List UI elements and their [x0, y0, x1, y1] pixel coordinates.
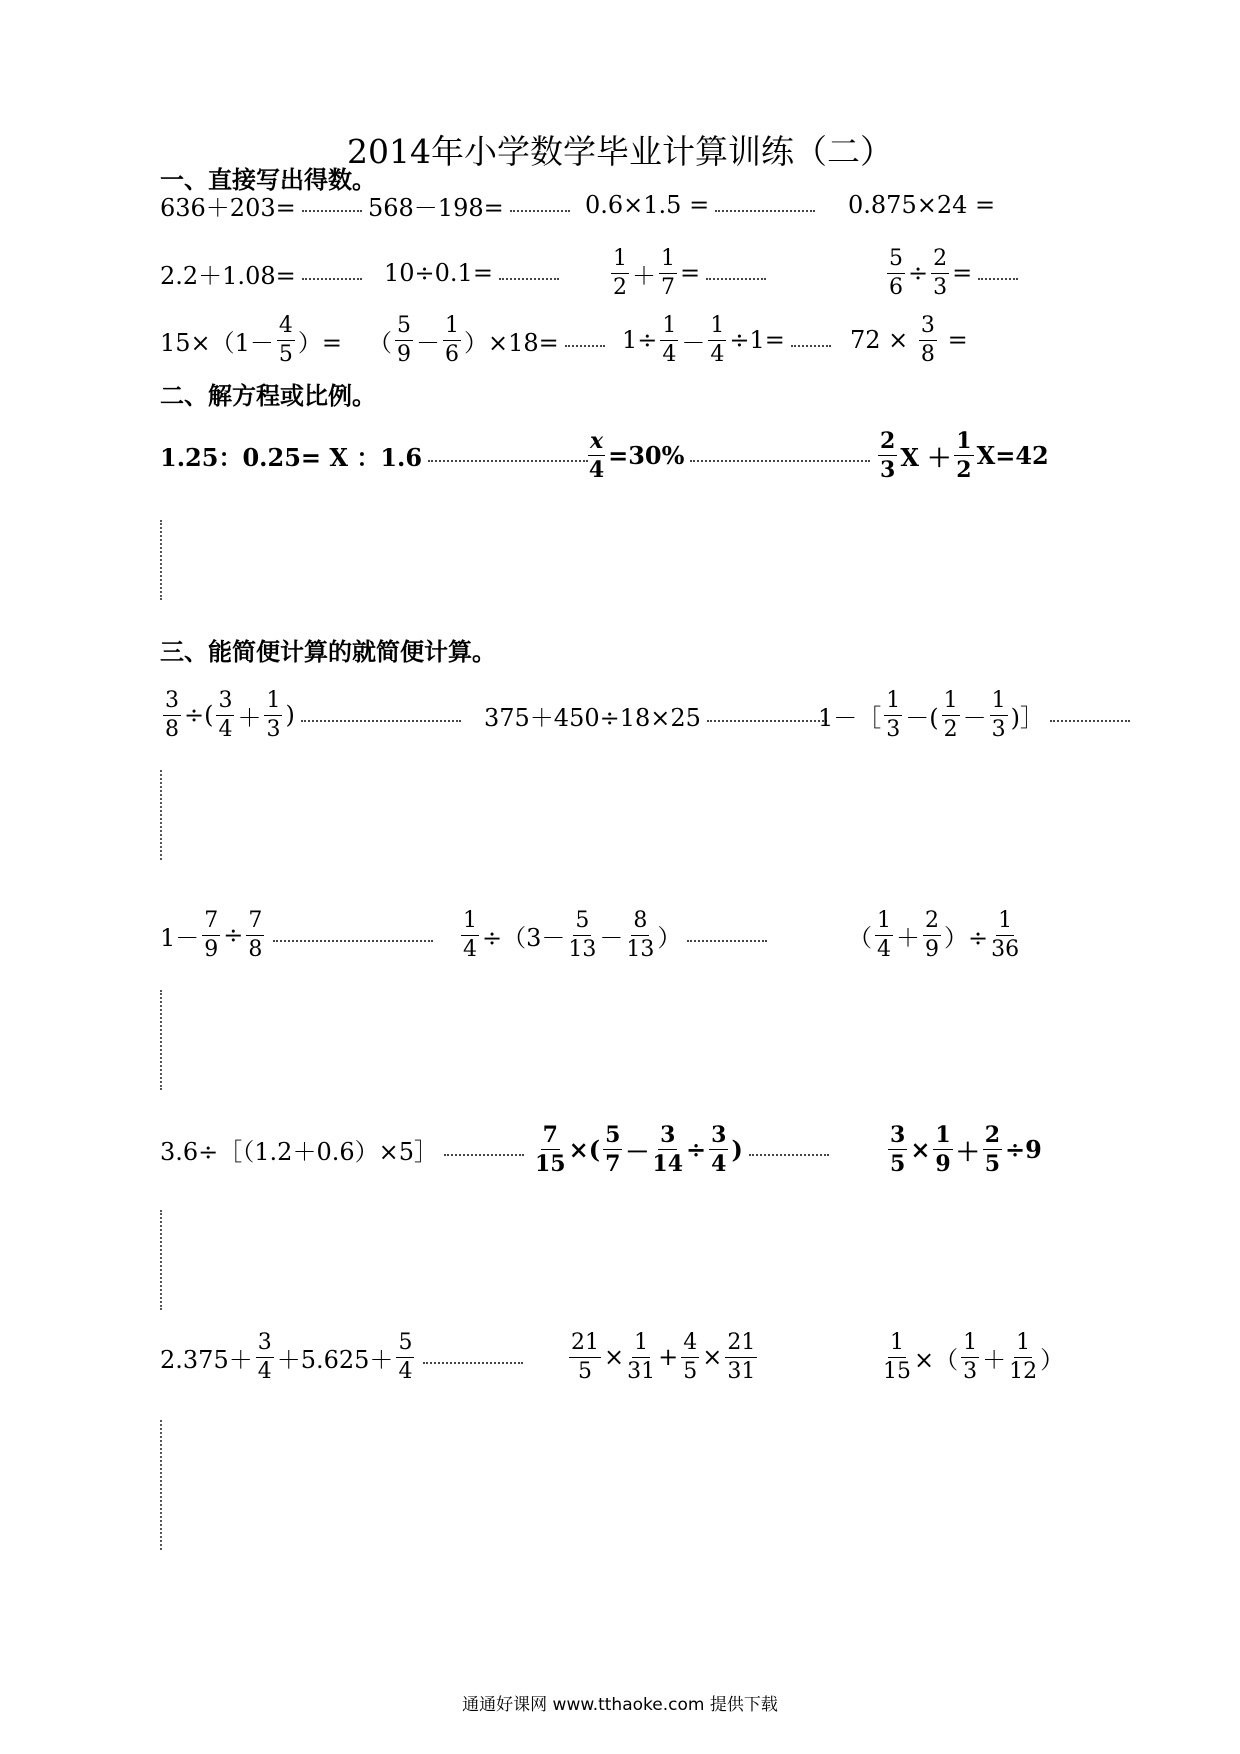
s3-r4-a: 2.375＋ 3 4 ＋5.625＋ 5 4	[160, 1322, 523, 1392]
work-space-dots	[160, 520, 166, 600]
s3-row-4	[0, 1322, 1240, 1392]
s2-equation-2: $\frac{x}{4}$ =30%	[585, 420, 870, 490]
s1-r2-a: 2.2＋1.08=	[160, 238, 362, 308]
s3-r2-b: 1 4 ÷（3－ 5 13 － 8 13 ）	[458, 900, 767, 970]
s1-r2-d: 5 6 ÷ $\frac{2}{3}$ =	[884, 238, 1018, 308]
s3-r2-c: （ 1 4 ＋ 2 9 ）÷ 1 36	[848, 907, 1020, 962]
work-space-dots	[160, 990, 166, 1090]
s3-r3-a: 3.6÷［（1.2＋0.6）×5］	[160, 1114, 524, 1184]
s1-r1-c: 0.6×1.5 =	[585, 170, 815, 240]
s1-r2-c: 1 2 ＋ $\frac{1}{7}$ =	[608, 238, 766, 308]
s1-row-3	[0, 305, 1240, 375]
s2-row	[0, 420, 1240, 490]
s3-r2-a: 1－ 7 9 ÷ 7 8	[160, 900, 433, 970]
s3-r4-b: 21 5 × 1 31 + 4 5 × 21 31	[571, 1329, 756, 1384]
s3-r3-c: 3 5 × 1 9 ＋ $\frac{2}{5}$ ÷9	[890, 1121, 1042, 1177]
s1-row-1	[0, 170, 1240, 240]
s1-r1-d: 0.875×24 =	[848, 191, 996, 219]
s3-r1-b: 375＋450÷18×25	[484, 680, 827, 750]
s2-equation-1: 1.25：0.25= X ：1.6	[160, 420, 588, 490]
s3-row-1	[0, 680, 1240, 750]
section-1-heading: 一、直接写出得数。	[160, 166, 376, 194]
work-space-dots	[160, 1420, 166, 1550]
s1-r3-d: 72 × $\frac{3}{8}$ =	[850, 312, 968, 367]
s1-row-2	[0, 238, 1240, 308]
s3-r4-c: 1 15 ×（ 1 3 ＋ 1 12 ）	[883, 1329, 1065, 1384]
s2-equation-3: 2 3 X ＋ 1 2 X=42	[880, 427, 1049, 483]
work-space-dots	[160, 770, 166, 860]
s3-r1-c: 1－［ 1 3 －( 1 2 － 1 3 )］	[818, 680, 1130, 750]
s1-r2-b: 10÷0.1=	[384, 238, 559, 308]
s1-r3-b: （ 5 9 － 1 6 ）×18=	[368, 305, 605, 375]
s3-row-3	[0, 1114, 1240, 1184]
s1-r3-c: 1÷ $\frac{1}{4}$ － $\frac{1}{4}$ ÷1=	[622, 305, 831, 375]
section-2-heading: 二、解方程或比例。	[160, 382, 376, 410]
section-3-heading: 三、能简便计算的就简便计算。	[160, 638, 496, 666]
s3-r3-b: 7 15 ×( 5 7 － 3 14 ÷ 3 4 )	[532, 1114, 829, 1184]
page-title: 2014年小学数学毕业计算训练（二）	[347, 132, 893, 171]
s3-r1-a: 3 8 ÷( 3 4 ＋ 1 3 )	[160, 680, 461, 750]
s1-r1-b: 568－198=	[368, 170, 570, 240]
footer-credit: 通通好课网 www.tthaoke.com 提供下载	[462, 1695, 778, 1715]
work-space-dots	[160, 1210, 166, 1310]
s1-r3-a: 15×（1－ 4 5 ）=	[160, 312, 343, 367]
s1-r1-a: 636＋203=	[160, 170, 362, 240]
s3-row-2	[0, 900, 1240, 970]
